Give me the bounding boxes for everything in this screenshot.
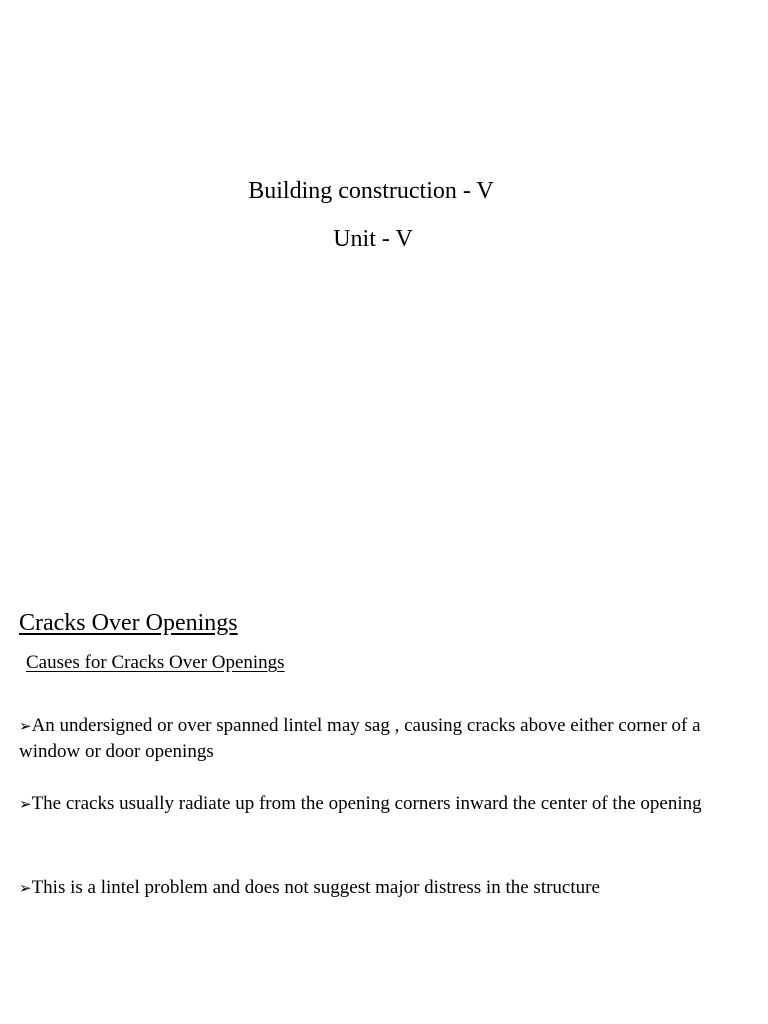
arrow-bullet-icon: ➢ [19,795,32,813]
bullet-point [19,875,731,901]
bullet-text: This is a lintel problem and does not suggest major distress in the structure [31,877,600,898]
bullet-point [19,713,731,764]
document-title: Building construction - V [248,178,494,204]
bullet-text: The cracks usually radiate up from the opening corners inward the center of the opening [31,793,702,814]
arrow-bullet-icon: ➢ [19,717,32,735]
section-heading: Cracks Over Openings [19,610,238,636]
unit-label: Unit - V [333,226,413,252]
bullet-point [19,791,731,817]
arrow-bullet-icon: ➢ [19,879,32,897]
section-subheading: Causes for Cracks Over Openings [26,652,285,673]
bullet-text: An undersigned or over spanned lintel may sag , causing cracks above either corner of a window or door openings [19,715,701,762]
